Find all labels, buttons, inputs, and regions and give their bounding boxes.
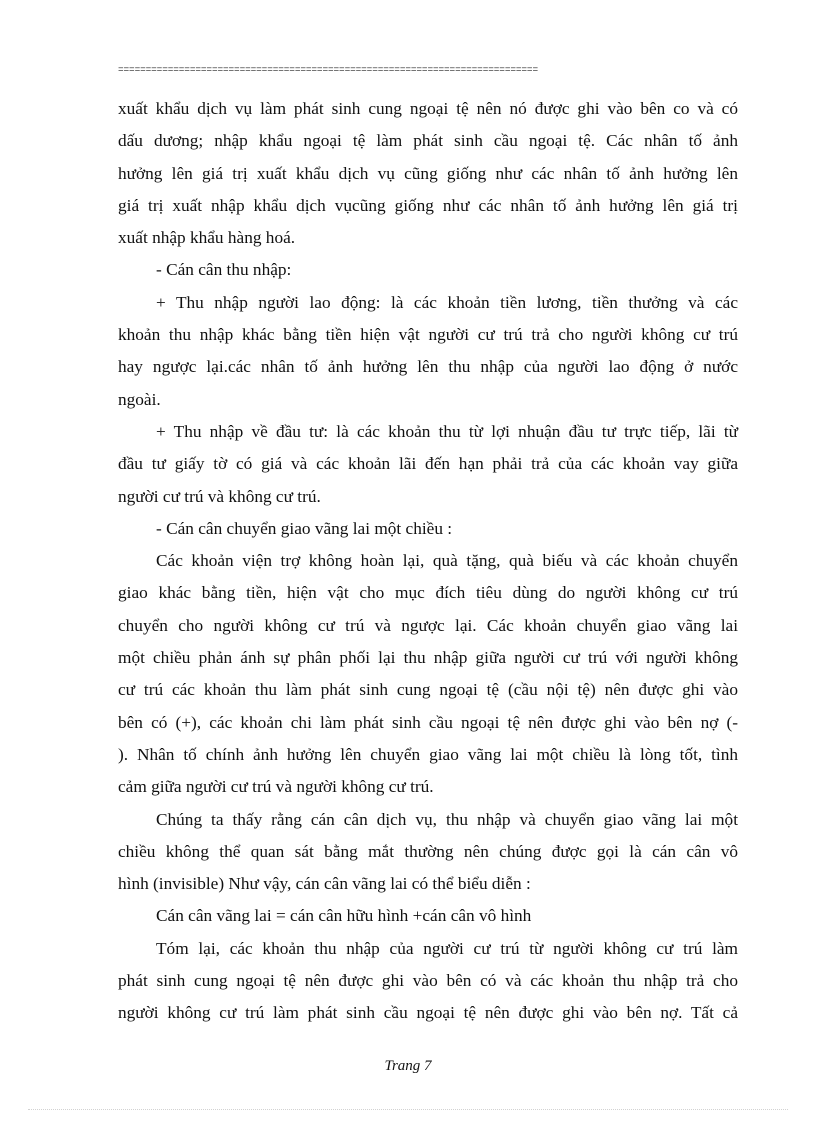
text-line: + Thu nhập người lao động: là các khoản tiền lương, tiền thưởng và các (156, 292, 738, 312)
text-line: dấu dương; nhập khẩu ngoại tệ làm phát sinh cầu ngoại tệ. Các nhân tố ảnh (118, 131, 738, 151)
text-line: người cư trú và không cư trú. (118, 486, 321, 506)
text-line: hình (invisible) Như vậy, cán cân vãng lai có thể biểu diễn : (118, 874, 531, 894)
document-body (118, 93, 738, 1030)
text-line: ). Nhân tố chính ảnh hưởng lên chuyển giao vãng lai một chiều là lòng tốt, tình (118, 744, 738, 764)
text-line: chiều không thể quan sát bằng mắt thường nên chúng được gọi là cán cân vô (118, 841, 738, 861)
header-rule: ============================================================================ (118, 64, 538, 75)
text-line: người không cư trú làm phát sinh cầu ngoại tệ nên được ghi vào bên nợ. Tất cả (118, 1003, 738, 1023)
text-line: giao khác bằng tiền, hiện vật cho mục đích tiêu dùng do người không cư trú (118, 583, 738, 603)
text-line: một chiều phản ánh sự phân phối lại thu nhập giữa người cư trú với người không (118, 648, 738, 668)
text-line: hay ngược lại.các nhân tố ảnh hưởng lên thu nhập của người lao động ở nước (118, 357, 738, 377)
text-line: đầu tư giấy tờ có giá và các khoản lãi đến hạn phải trả của các khoản vay giữa (118, 454, 738, 474)
text-line: hưởng lên giá trị xuất khẩu dịch vụ cũng giống như các nhân tố ảnh hưởng lên (118, 163, 738, 183)
text-line: Tóm lại, các khoản thu nhập của người cư trú từ người không cư trú làm (156, 938, 738, 958)
page-number: Trang 7 (384, 1058, 432, 1074)
text-line: cư trú các khoản thu làm phát sinh cung ngoại tệ (cầu nội tệ) nên được ghi vào (118, 680, 738, 700)
text-line: xuất khẩu dịch vụ làm phát sinh cung ngoại tệ nên nó được ghi vào bên co và có (118, 99, 738, 118)
text-line: + Thu nhập về đầu tư: là các khoản thu từ lợi nhuận đầu tư trực tiếp, lãi từ (156, 421, 738, 441)
text-line: cảm giữa người cư trú và người không cư trú. (118, 777, 434, 797)
text-line: Cán cân vãng lai = cán cân hữu hình +cán cân vô hình (156, 906, 532, 926)
text-line: ngoài. (118, 389, 161, 409)
text-line: - Cán cân thu nhập: (156, 260, 292, 280)
text-line: phát sinh cung ngoại tệ nên được ghi vào bên có và các khoản thu nhập trả cho (118, 971, 738, 991)
text-line: chuyển cho người không cư trú và ngược lại. Các khoản chuyển giao vãng lai (118, 615, 738, 635)
text-line: khoản thu nhập khác bằng tiền hiện vật người cư trú trả cho người không cư trú (118, 325, 738, 345)
text-line: Các khoản viện trợ không hoàn lại, quà tặng, quà biếu và các khoản chuyển (156, 551, 738, 571)
text-line: giá trị xuất nhập khẩu dịch vụcũng giống như các nhân tố ảnh hưởng lên giá trị (118, 195, 738, 215)
page-bottom-border (28, 1109, 788, 1110)
text-line: - Cán cân chuyển giao vãng lai một chiều : (156, 518, 453, 538)
text-line: xuất nhập khẩu hàng hoá. (118, 228, 296, 248)
text-line: bên có (+), các khoản chi làm phát sinh cầu ngoại tệ nên được ghi vào bên nợ (- (118, 712, 738, 732)
text-line: Chúng ta thấy rằng cán cân dịch vụ, thu nhập và chuyển giao vãng lai một (156, 809, 738, 829)
